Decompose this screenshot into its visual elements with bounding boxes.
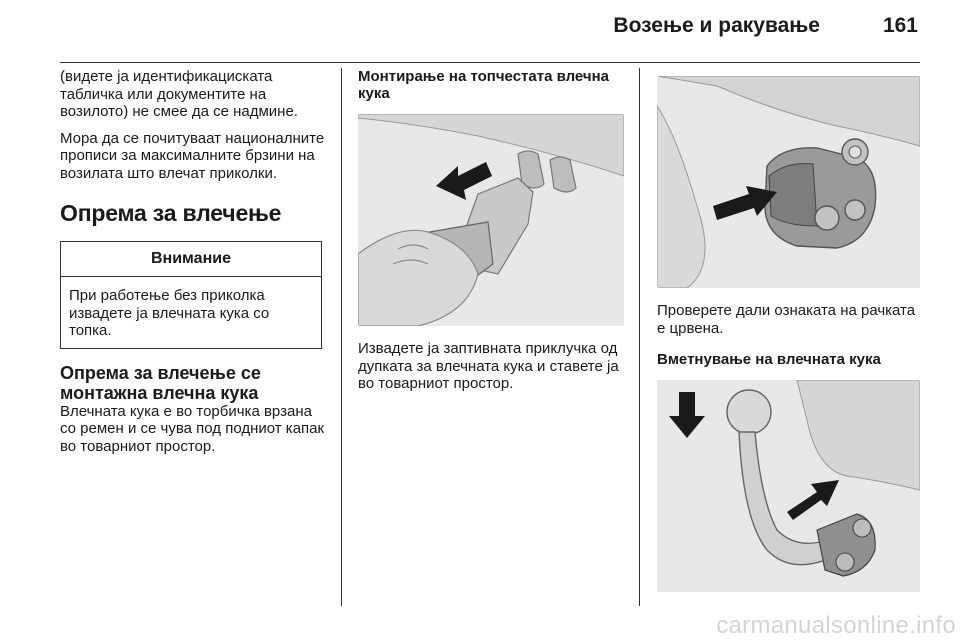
column-divider-1 — [341, 68, 342, 606]
column-middle — [358, 68, 624, 402]
mounting-heading: Монтирање на топчестата влечна кука — [358, 68, 610, 102]
subsection-title: Опрема за влечење се монтажна влечна кука — [60, 362, 261, 403]
check-handle-caption: Проверете дали ознаката на рачката е црвена. — [657, 302, 916, 337]
insert-hook-illustration — [657, 380, 920, 592]
warning-title: Внимание — [61, 242, 321, 277]
page-header — [60, 0, 920, 63]
warning-text: При работење без приколка извадете ја влечната кука со топка. — [69, 287, 270, 339]
column-divider-2 — [639, 68, 640, 606]
check-handle-illustration — [657, 76, 920, 288]
watermark: carmanualsonline.info — [716, 612, 956, 639]
column-left — [60, 68, 326, 464]
figure-remove-plug — [358, 114, 624, 326]
speed-regulations-paragraph: Мора да се почитуваат националните прописи за максималните брзини на возилата што влечат приколки. — [60, 129, 325, 182]
remove-plug-caption: Извадете ја заптивната приклучка од дупката за влечната кука и ставете ја во товарниот простор. — [358, 340, 619, 392]
intro-paragraph: (видете ја идентификациската табличка или документите на возилото) не смее да се надмине. — [60, 68, 298, 120]
storage-paragraph: Влечната кука е во торбичка врзана со ремен и се чува под подниот капак во товарниот простор. — [60, 402, 325, 455]
remove-plug-illustration — [358, 114, 624, 326]
column-right — [657, 68, 920, 592]
section-title: Опрема за влечење — [60, 200, 282, 226]
warning-box — [60, 241, 322, 349]
figure-insert-hook — [657, 380, 920, 592]
page-number: 161 — [882, 14, 918, 37]
insert-heading: Вметнување на влечната кука — [657, 351, 881, 368]
figure-check-handle — [657, 76, 920, 288]
chapter-title: Возење и ракување — [613, 14, 820, 37]
